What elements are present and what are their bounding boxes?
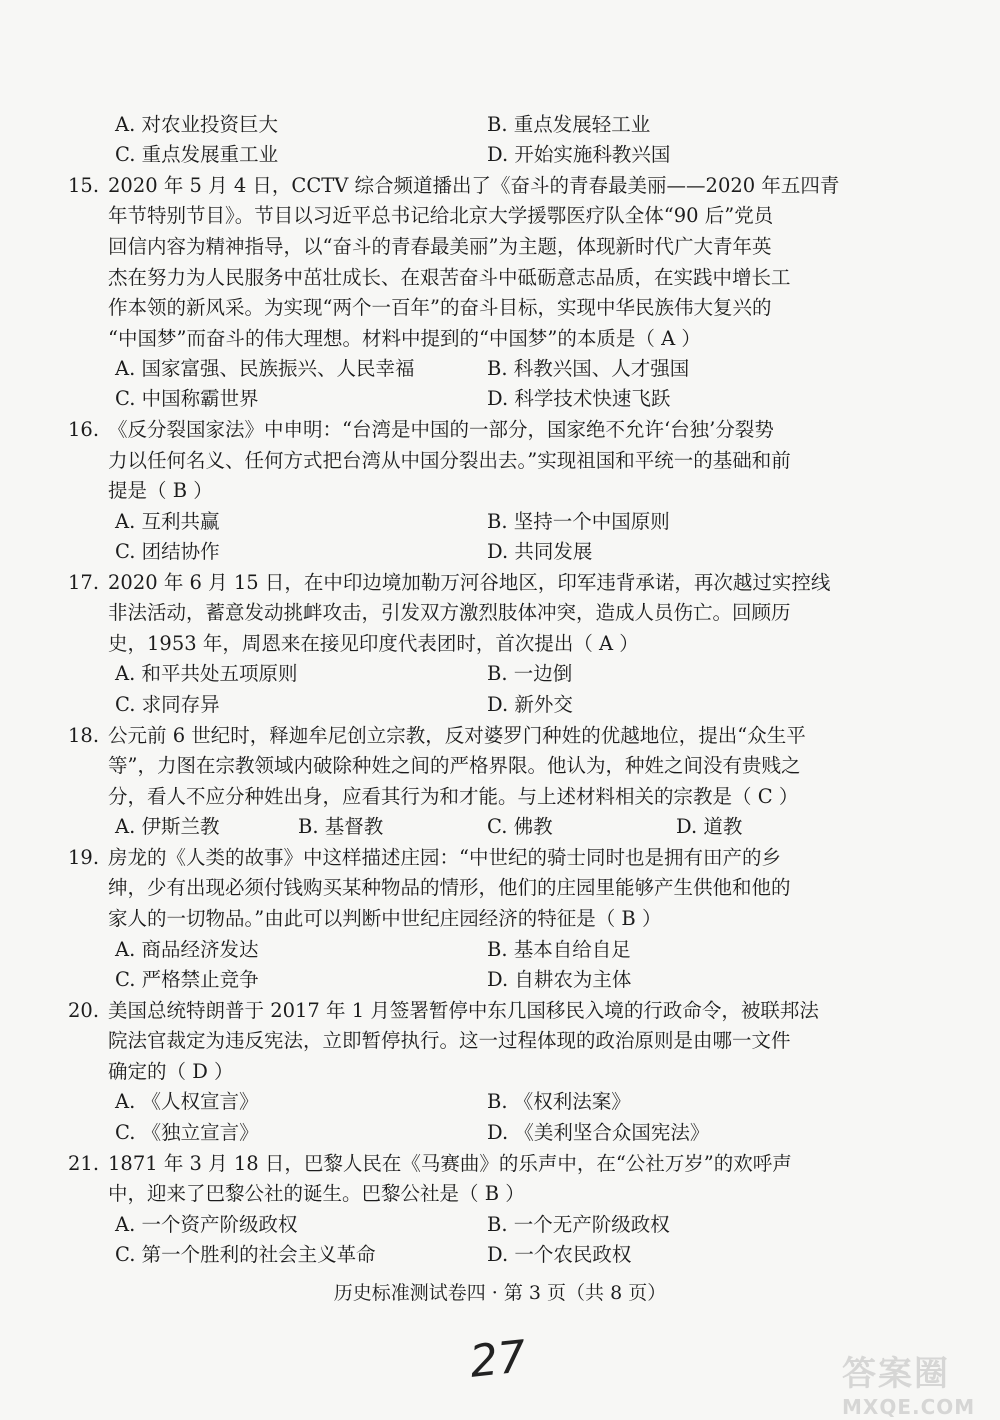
q21-option-b: B. 一个无产阶级政权 — [487, 1213, 670, 1236]
q21-stem-line-1: 21. 1871 年 3 月 18 日，巴黎人民在《马赛曲》的乐声中，在“公社万岁”的欢呼声 — [68, 1149, 792, 1179]
q17-option-a: A. 和平共处五项原则 — [115, 662, 298, 685]
q14-option-b: B. 重点发展轻工业 — [487, 113, 651, 136]
q16-option-d: D. 共同发展 — [487, 540, 593, 563]
q21-option-c: C. 第一个胜利的社会主义革命 — [115, 1243, 376, 1266]
q14-option-c: C. 重点发展重工业 — [115, 143, 279, 166]
q19-option-c: C. 严格禁止竞争 — [115, 968, 259, 991]
q18-stem-line-1: 18. 公元前 6 世纪时，释迦牟尼创立宗教，反对婆罗门种姓的优越地位，提出“众生平 — [68, 721, 806, 751]
q18-option-d: D. 道教 — [676, 815, 743, 838]
watermark-logo — [842, 1346, 992, 1419]
q17-option-c: C. 求同存异 — [115, 693, 220, 716]
q21-option-a: A. 一个资产阶级政权 — [115, 1213, 298, 1236]
q15-stem-line-4: 杰在努力为人民服务中茁壮成长、在艰苦奋斗中砥砺意志品质，在实践中增长工 — [108, 266, 791, 289]
q20-option-a: A. 《人权宣言》 — [115, 1090, 259, 1113]
q15-option-a: A. 国家富强、民族振兴、人民幸福 — [115, 357, 415, 380]
q16-option-a: A. 互利共赢 — [115, 510, 220, 533]
q21-option-d: D. 一个农民政权 — [487, 1243, 632, 1266]
watermark-bottom-text: MXQE.COM — [842, 1395, 976, 1419]
q20-stem-line-3: 确定的（ D ） — [108, 1060, 234, 1083]
q20-option-c: C. 《独立宣言》 — [115, 1121, 259, 1144]
q14-option-d: D. 开始实施科教兴国 — [487, 143, 671, 166]
q20-option-d: D. 《美利坚合众国宪法》 — [487, 1121, 710, 1144]
q15-stem-line-1: 15. 2020 年 5 月 4 日，CCTV 综合频道播出了《奋斗的青春最美丽——2020 年五四青 — [68, 171, 839, 201]
q20-stem-line-1: 20. 美国总统特朗普于 2017 年 1 月签署暂停中东几国移民入境的行政命令，被联邦法 — [68, 996, 819, 1026]
q18-option-b: B. 基督教 — [298, 815, 384, 838]
q19-option-d: D. 自耕农为主体 — [487, 968, 632, 991]
q15-stem-line-5: 作本领的新风采。为实现“两个一百年”的奋斗目标，实现中华民族伟大复兴的 — [108, 296, 772, 319]
q16-option-b: B. 坚持一个中国原则 — [487, 510, 670, 533]
q18-stem-line-3: 分，看人不应分种姓出身，应看其行为和才能。与上述材料相关的宗教是（ C ） — [108, 785, 799, 808]
q21-number: 21. — [68, 1152, 100, 1175]
q16-stem-line-1: 16. 《反分裂国家法》中申明：“台湾是中国的一部分，国家绝不允许‘台独’分裂势 — [68, 415, 774, 445]
q19-stem-line-2: 绅，少有出现必须付钱购买某种物品的情形，他们的庄园里能够产生供他和他的 — [108, 876, 791, 899]
q20-option-b: B. 《权利法案》 — [487, 1090, 631, 1113]
q14-option-a: A. 对农业投资巨大 — [115, 113, 278, 136]
q19-option-a: A. 商品经济发达 — [115, 938, 259, 961]
q17-stem-line-1: 17. 2020 年 6 月 15 日，在中印边境加勒万河谷地区，印军违背承诺，再次越过实控线 — [68, 568, 830, 598]
q17-number: 17. — [68, 571, 100, 594]
q17-option-d: D. 新外交 — [487, 693, 573, 716]
q16-stem-line-2: 力以任何名义、任何方式把台湾从中国分裂出去。”实现祖国和平统一的基础和前 — [108, 449, 791, 472]
watermark-top-text: 答案圈 — [842, 1354, 950, 1394]
q16-option-c: C. 团结协作 — [115, 540, 220, 563]
q18-option-a: A. 伊斯兰教 — [115, 815, 220, 838]
q19-stem-line-3: 家人的一切物品。”由此可以判断中世纪庄园经济的特征是（ B ） — [108, 907, 662, 930]
q18-number: 18. — [68, 724, 100, 747]
q18-stem-line-2: 等”，力图在宗教领域内破除种姓之间的严格界限。他认为，种姓之间没有贵贱之 — [108, 754, 801, 777]
q16-stem-line-3: 提是（ B ） — [108, 479, 213, 502]
q20-number: 20. — [68, 999, 100, 1022]
q15-option-d: D. 科学技术快速飞跃 — [487, 387, 671, 410]
q16-number: 16. — [68, 418, 100, 441]
q21-stem-line-2: 中，迎来了巴黎公社的诞生。巴黎公社是（ B ） — [108, 1182, 525, 1205]
handwritten-page-number: 27 — [467, 1331, 529, 1388]
page-footer: 历史标准测试卷四 · 第 3 页（共 8 页） — [333, 1282, 667, 1304]
q15-stem-line-2: 年节特别节目》。节目以习近平总书记给北京大学援鄂医疗队全体“90 后”党员 — [108, 204, 774, 227]
q20-stem-line-2: 院法官裁定为违反宪法，立即暂停执行。这一过程体现的政治原则是由哪一文件 — [108, 1029, 791, 1052]
q15-number: 15. — [68, 174, 100, 197]
q17-stem-line-2: 非法活动，蓄意发动挑衅攻击，引发双方激烈肢体冲突，造成人员伤亡。回顾历 — [108, 601, 791, 624]
q17-option-b: B. 一边倒 — [487, 662, 573, 685]
q18-option-c: C. 佛教 — [487, 815, 553, 838]
q15-stem-line-6: “中国梦”而奋斗的伟大理想。材料中提到的“中国梦”的本质是（ A ） — [108, 327, 701, 350]
q15-option-b: B. 科教兴国、人才强国 — [487, 357, 690, 380]
q15-stem-line-3: 回信内容为精神指导，以“奋斗的青春最美丽”为主题，体现新时代广大青年英 — [108, 235, 772, 258]
q15-option-c: C. 中国称霸世界 — [115, 387, 259, 410]
q19-option-b: B. 基本自给自足 — [487, 938, 631, 961]
q19-number: 19. — [68, 846, 100, 869]
q19-stem-line-1: 19. 房龙的《人类的故事》中这样描述庄园：“中世纪的骑士同时也是拥有田产的乡 — [68, 843, 781, 873]
q17-stem-line-3: 史，1953 年，周恩来在接见印度代表团时，首次提出（ A ） — [108, 632, 639, 655]
